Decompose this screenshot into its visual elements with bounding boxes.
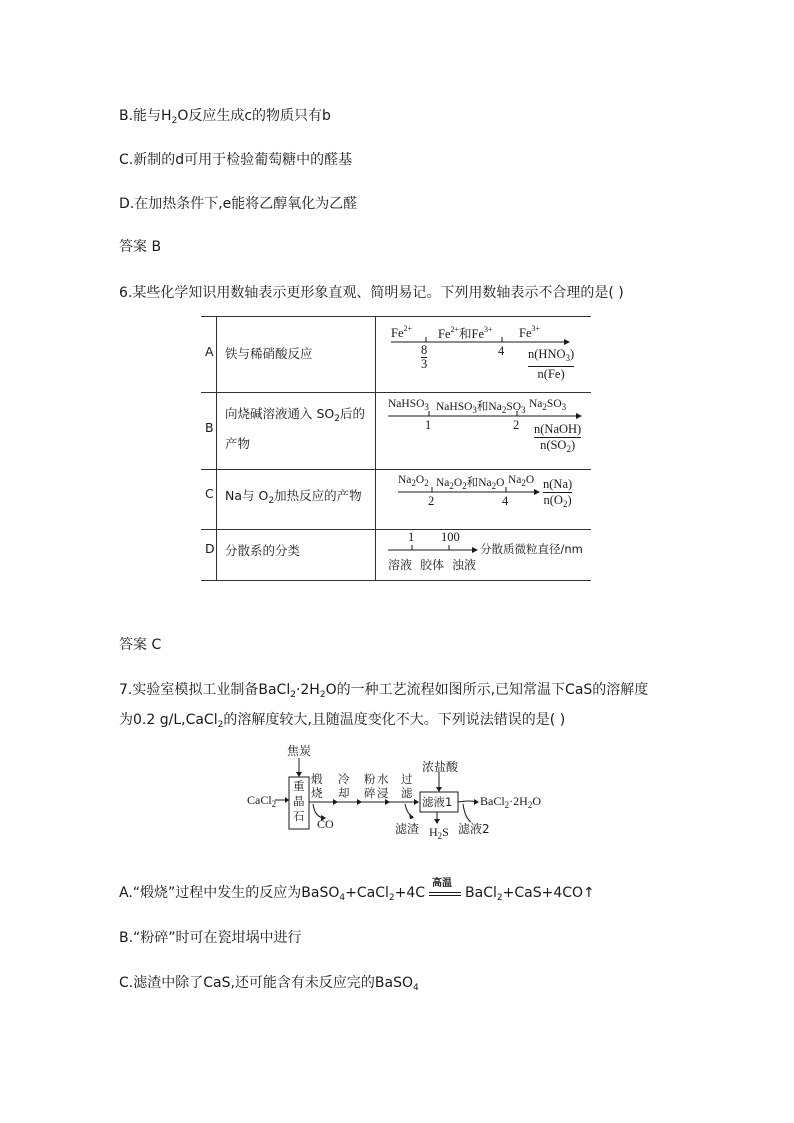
option-q7-b: B.“粉碎”时可在瓷坩埚中进行: [119, 930, 302, 946]
row-b-desc-line1: 向烧碱溶液通入 $SO_2$后的: [225, 406, 365, 424]
number-axis-table: [201, 316, 591, 580]
row-d-desc: 分散系的分类: [225, 543, 301, 558]
row-c-letter: C: [205, 486, 214, 501]
row-a-desc: 铁与稀硝酸反应: [225, 346, 313, 361]
row-a-axis: $Fe^{2+}$ $Fe^{2+}$和$Fe^{3+}$ $Fe^{3+}$ 8 3 4 $n(HNO_3)$ n(Fe): [391, 324, 575, 381]
row-d-axis: 1 100 分散质微粒直径/nm 溶液 胶体 浊液: [388, 530, 583, 572]
process-flow-diagram: CaCl$_2$ 焦炭 重 晶 石 煅 烧 CO 冷 却 粉 碎 水 浸 过 滤 浓盐酸 滤液1 滤渣 $H_2S$ $BaCl_2\cdot 2H_2O$ 滤液2: [247, 744, 542, 841]
answer-q5: 答案 B: [119, 239, 162, 255]
row-d-letter: D: [205, 541, 215, 556]
question-7-stem-line1: 7.实验室模拟工业制备$BaCl_2\cdot 2H_2O$的一种工艺流程如图所示,已知常温下CaS的溶解度: [119, 682, 649, 700]
option-q5-c: C.新制的d可用于检验葡萄糖中的醛基: [119, 152, 353, 168]
option-q7-a: A.“煅烧”过程中发生的反应为BaSO$_4$+CaCl$_2$+4C 高温 BaCl$_2$+CaS+4CO↑: [119, 882, 595, 903]
row-b-letter: B: [205, 420, 214, 435]
reaction-condition: 高温: [432, 878, 453, 889]
row-b-axis: NaHSO$_3$ NaHSO$_3$和$Na_2SO_3$ $Na_2SO_3$ 1 2 n(NaOH) $n(SO_2)$: [386, 396, 591, 466]
option-q5-b: B.能与$H_2O$反应生成c的物质只有b: [119, 108, 331, 126]
row-b-desc-line2: 产物: [225, 436, 251, 451]
question-7-stem-line2: 为0.2 g/L,CaCl$_2$的溶解度较大,且随温度变化不大。下列说法错误的是( ): [119, 712, 566, 730]
option-q7-c: C.滤渣中除了CaS,还可能含有未反应完的BaSO$_4$: [119, 975, 419, 993]
question-6-stem: 6.某些化学知识用数轴表示更形象直观、简明易记。下列用数轴表示不合理的是( ): [119, 285, 624, 301]
row-c-axis: $Na_2O_2$ $Na_2O_2$和$Na_2O$ $Na_2O$ 2 4 n(Na) $n(O_2)$: [396, 472, 586, 528]
row-a-letter: A: [205, 344, 214, 359]
row-c-desc: Na与 $O_2$加热反应的产物: [225, 488, 362, 506]
option-q5-d: D.在加热条件下,e能将乙醇氧化为乙醛: [119, 196, 358, 212]
answer-q6: 答案 C: [119, 637, 162, 653]
